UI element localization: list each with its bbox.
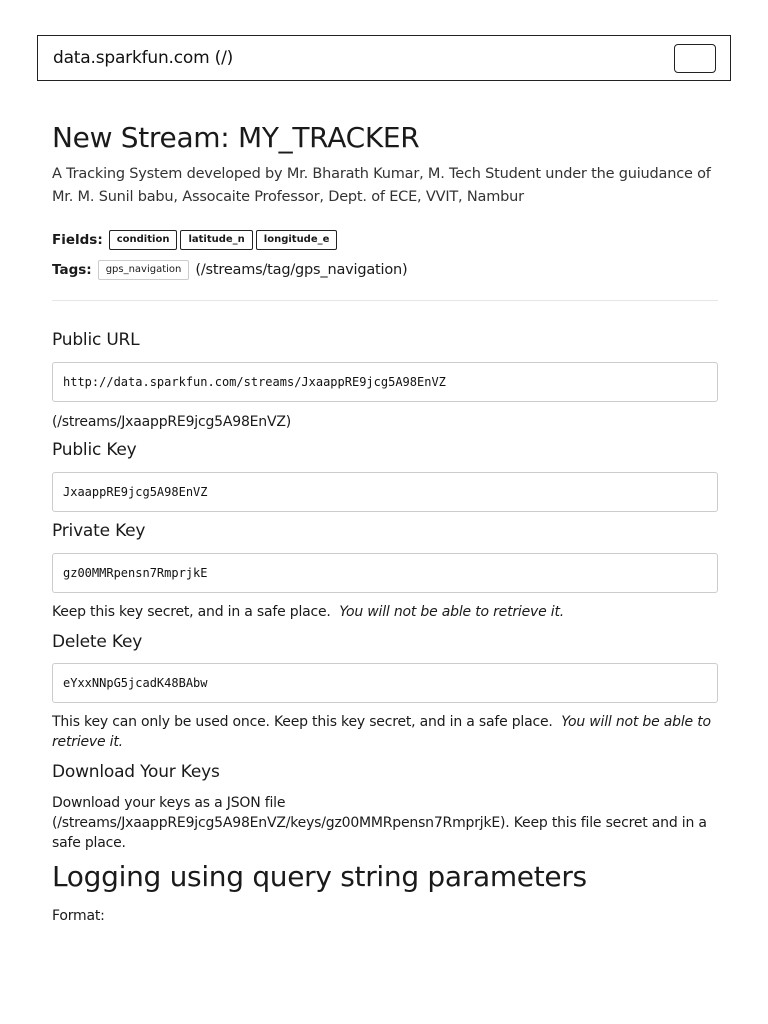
private-key-label: Private Key — [52, 521, 146, 541]
delete-key-note-warning: You will not be able to retrieve it. — [52, 714, 711, 750]
field-tag: condition — [109, 230, 178, 250]
public-key-field[interactable]: JxaappRE9jcg5A98EnVZ — [52, 472, 718, 512]
format-label: Format: — [52, 908, 105, 924]
delete-key-note — [52, 712, 718, 752]
tags-row — [52, 260, 407, 280]
delete-key-field[interactable]: eYxxNNpG5jcadK48BAbw — [52, 663, 718, 703]
fields-label: Fields: — [52, 232, 103, 248]
field-tag: latitude_n — [180, 230, 252, 250]
brand-link[interactable]: data.sparkfun.com (/) — [53, 48, 234, 68]
delete-key-note-text: This key can only be used once. Keep this key secret, and in a safe place. — [52, 714, 553, 730]
download-keys-text[interactable]: Download your keys as a JSON file (/streams/JxaappRE9jcg5A98EnVZ/keys/gz00MMRpensn7RmprjkE). Keep this file secret and in a safe place. — [52, 795, 707, 851]
page-title: New Stream: MY_TRACKER — [52, 121, 420, 154]
stream-description: A Tracking System developed by Mr. Bharath Kumar, M. Tech Student under the guiudance of Mr. M. Sunil babu, Assocaite Professor, Dept. of ECE, VVIT, Nambur — [52, 166, 711, 205]
logging-section-title: Logging using query string parameters — [52, 860, 587, 893]
tag-link[interactable]: (/streams/tag/gps_navigation) — [195, 262, 408, 278]
public-url-field[interactable]: http://data.sparkfun.com/streams/JxaappRE9jcg5A98EnVZ — [52, 362, 718, 402]
tags-label: Tags: — [52, 262, 92, 278]
navbar — [37, 35, 731, 81]
download-keys-label: Download Your Keys — [52, 762, 220, 782]
menu-toggle-button[interactable] — [674, 44, 716, 73]
private-key-note-warning: You will not be able to retrieve it. — [339, 604, 565, 620]
public-url-link[interactable]: (/streams/JxaappRE9jcg5A98EnVZ) — [52, 414, 291, 430]
tag-badge[interactable]: gps_navigation — [98, 260, 190, 280]
delete-key-label: Delete Key — [52, 632, 143, 652]
private-key-field[interactable]: gz00MMRpensn7RmprjkE — [52, 553, 718, 593]
private-key-note-text: Keep this key secret, and in a safe place. — [52, 604, 331, 620]
fields-row — [52, 230, 340, 250]
field-tag: longitude_e — [256, 230, 338, 250]
public-url-label: Public URL — [52, 330, 140, 350]
private-key-note — [52, 602, 718, 622]
divider — [52, 300, 718, 301]
main-content — [52, 118, 718, 924]
public-key-label: Public Key — [52, 440, 137, 460]
